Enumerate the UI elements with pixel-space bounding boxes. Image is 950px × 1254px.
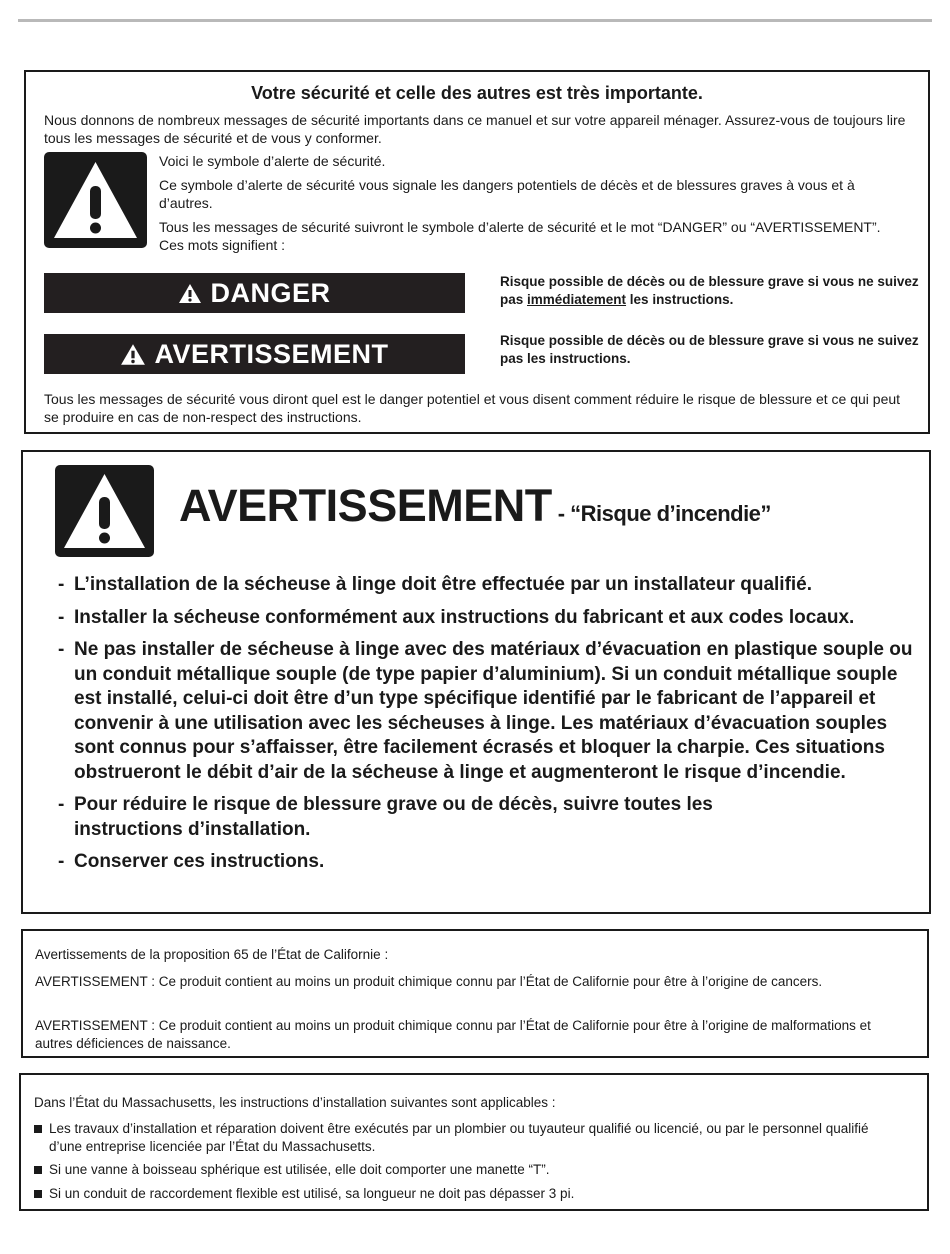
bullet-square-icon <box>34 1190 42 1198</box>
list-item: - Conserver ces instructions. <box>58 851 325 872</box>
list-item: - Ne pas installer de sécheuse à linge avec des matériaux d’évacuation en plastique souple ou un conduit métallique souple (de type papier d’aluminium). Si un conduit métallique souple est installé, celui-ci doit être d’un type spécifique identifié par le fabricant de l’appareil et convenir à une utilisation avec les sécheuses à linge. Les matériaux d’évacuation souples sont connus pour s’affaisser, être facilement écrasés et bloquer la charpie. Ces situations obstrueront le débit d’air de la sécheuse à linge et augmenteront le risque d’incendie. <box>58 639 913 783</box>
list-item-text: Ne pas installer de sécheuse à linge avec des matériaux d’évacuation en plastique souple ou un conduit métallique souple (de type papier d’aluminium). Si un conduit métallique souple est installé, celui-ci doit être d’un type spécifique identifié par le fabricant de l’appareil et convenir à une utilisation avec les sécheuses à linge. Les matériaux d’évacuation souples sont connus pour s’affaisser, être facilement écrasés et bloquer la charpie. Ces situations obstrueront le débit d’air de la sécheuse à linge et augmenteront le risque d’incendie. <box>74 639 913 783</box>
fire-warning-heading <box>179 480 771 532</box>
danger-desc-text: les instructions. <box>626 292 734 307</box>
safety-title: Votre sécurité et celle des autres est très importante. <box>251 83 703 103</box>
list-item <box>34 1120 894 1156</box>
warning-description: Risque possible de décès ou de blessure grave si vous ne suivez pas les instructions. <box>500 333 919 366</box>
massachusetts-box <box>19 1073 929 1211</box>
warning-triangle-icon <box>120 343 146 366</box>
prop65-cancer-warning: AVERTISSEMENT : Ce produit contient au moins un produit chimique connu par l’État de Californie pour être à l’origine de cancers. <box>35 974 823 989</box>
list-item: - L’installation de la sécheuse à linge doit être effectuée par un installateur qualifié. <box>58 574 813 595</box>
fire-warning-list <box>58 573 918 883</box>
safety-intro-box <box>24 70 930 434</box>
prop65-box <box>21 929 929 1058</box>
safety-outro-text: Tous les messages de sécurité vous diront quel est le danger potentiel et vous disent comment réduire le risque de blessure et ce qui peut se produire en cas de non-respect des instructions. <box>44 391 901 425</box>
list-item-text: Conserver ces instructions. <box>74 851 325 872</box>
fire-warning-subtitle: - “Risque d’incendie” <box>557 501 771 526</box>
danger-banner <box>44 273 465 313</box>
warning-banner <box>44 334 465 374</box>
danger-label: DANGER <box>210 277 331 308</box>
fire-warning-box <box>21 450 931 914</box>
list-item-text: L’installation de la sécheuse à linge doit être effectuée par un installateur qualifié. <box>74 574 813 595</box>
symbol-line: Voici le symbole d’alerte de sécurité. <box>159 153 386 169</box>
list-item-text: Installer la sécheuse conformément aux instructions du fabricant et aux codes locaux. <box>74 606 855 628</box>
list-item <box>34 1185 894 1203</box>
symbol-line: Tous les messages de sécurité suivront le symbole d’alerte de sécurité et le mot “DANGER” ou “AVERTISSEMENT”. Ces mots signifient : <box>159 219 881 253</box>
list-item: - Installer la sécheuse conformément aux instructions du fabricant et aux codes locaux. <box>58 606 855 628</box>
safety-intro-text: Nous donnons de nombreux messages de sécurité importants dans ce manuel et sur votre appareil ménager. Assurez-vous de toujours lire tous les messages de sécurité et de vous y conformer. <box>44 112 906 146</box>
prop65-birth-warning: AVERTISSEMENT : Ce produit contient au moins un produit chimique connu par l’État de Californie pour être à l’origine de malformations et autres déficiences de naissance. <box>35 1018 871 1051</box>
list-item: - Pour réduire le risque de blessure grave ou de décès, suivre toutes les instructions d’installation. <box>58 794 713 840</box>
bullet-square-icon <box>34 1166 42 1174</box>
danger-desc-text: Risque possible de décès ou de blessure grave si vous ne suivez pas <box>500 274 919 307</box>
danger-description <box>500 273 920 309</box>
prop65-title: Avertissements de la proposition 65 de l’État de Californie : <box>35 947 389 962</box>
danger-desc-emphasis: immédiatement <box>527 292 627 307</box>
list-item-text: Les travaux d’installation et réparation doivent être exécutés par un plombier ou tuyauteur qualifié ou licencié, ou par le personnel qualifié d’une entreprise licenciée par l’État du Massachusetts. <box>49 1121 869 1154</box>
list-item <box>34 1161 894 1179</box>
symbol-explanation <box>159 152 899 260</box>
fire-warning-title: AVERTISSEMENT <box>179 480 552 531</box>
massachusetts-title: Dans l’État du Massachusetts, les instructions d’installation suivantes sont applicables : <box>34 1095 556 1110</box>
fire-alert-icon <box>55 465 154 557</box>
warning-triangle-icon <box>178 283 202 304</box>
list-item-text: Si une vanne à boisseau sphérique est utilisée, elle doit comporter une manette “T”. <box>49 1162 550 1177</box>
list-item-text: Pour réduire le risque de blessure grave ou de décès, suivre toutes les instructions d’installation. <box>74 794 713 840</box>
warning-label: AVERTISSEMENT <box>154 338 389 369</box>
bullet-square-icon <box>34 1125 42 1133</box>
top-divider <box>18 19 932 22</box>
safety-alert-icon <box>44 152 147 248</box>
list-item-text: Si un conduit de raccordement flexible est utilisé, sa longueur ne doit pas dépasser 3 pi. <box>49 1186 575 1201</box>
symbol-line: Ce symbole d’alerte de sécurité vous signale les dangers potentiels de décès et de blessures graves à vous et à d’autres. <box>159 177 855 211</box>
